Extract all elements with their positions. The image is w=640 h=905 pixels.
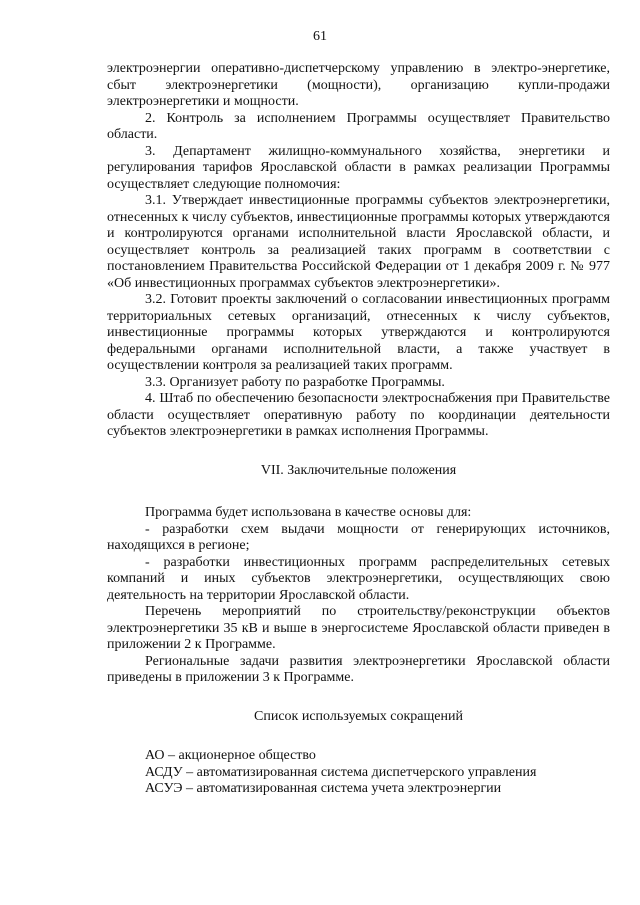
abbreviation-item: АСДУ – автоматизированная система диспетчерского управления	[145, 764, 537, 780]
paragraph-measures: Перечень мероприятий по строительству/реконструкции объектов электроэнергетики 35 кВ и выше в энергосистеме Ярославской области приведен в приложении 2 к Программе.	[107, 604, 610, 652]
paragraph-basis: Программа будет использована в качестве основы для:	[145, 505, 472, 520]
paragraph-bullet-2: - разработки инвестиционных программ распределительных сетевых компаний и иных субъектов электроэнергетики, осуществляющих свою деятельность на территории Ярославской области.	[107, 554, 610, 603]
abbreviation-item: АСУЭ – автоматизированная система учета электроэнергии	[145, 781, 502, 796]
paragraph-4: 4. Штаб по обеспечению безопасности электроснабжения при Правительстве области осуществляет оперативную работу по координации деятельности субъектов электроэнергетики в рамках исполнения Программы.	[107, 391, 610, 439]
paragraph-bullet-1: - разработки схем выдачи мощности от генерирующих источников, находящихся в регионе;	[107, 521, 610, 553]
paragraph-department: 3. Департамент жилищно-коммунального хозяйства, энергетики и регулирования тарифов Ярославской области в рамках реализации Программы осуществляет следующие полномочия:	[107, 143, 610, 192]
paragraph-3-3: 3.3. Организует работу по разработке Программы.	[145, 374, 445, 390]
paragraph-3-1: 3.1. Утверждает инвестиционные программы субъектов электроэнергетики, отнесенных к числу субъектов, инвестиционные программы которых утверждаются и контролируются органами исполнительной власти Ярославской области, и осуществляет контроль за реализацией таких программ в соответствии с постановлением Правительства Российской Федерации от 1 декабря 2009 г. № 977 «Об инвестиционных программах субъектов электроэнергетики».	[107, 193, 610, 291]
abbreviations-list	[107, 748, 610, 798]
page-content	[107, 61, 610, 798]
abbreviation-item: АО – акционерное общество	[145, 748, 316, 763]
page-number: 61	[313, 29, 327, 44]
paragraph-3-2: 3.2. Готовит проекты заключений о согласовании инвестиционных программ территориальных сетевых организаций, отнесенных к числу субъектов, инвестиционные программы которых утверждаются и контролируются федеральными органами исполнительной власти, а также участвует в осуществлении контроля за реализацией таких программ.	[107, 292, 610, 373]
paragraph-continuation: электроэнергии оперативно-диспетчерскому управлению в электро-энергетике, сбыт электроэнергетики (мощности), организацию купли-продажи электроэнергетики и мощности.	[107, 61, 610, 109]
section-heading: VII. Заключительные положения	[260, 462, 457, 478]
paragraph-regional-tasks: Региональные задачи развития электроэнергетики Ярославской области приведены в приложении 3 к Программе.	[107, 653, 610, 685]
paragraph-control: 2. Контроль за исполнением Программы осуществляет Правительство области.	[107, 110, 610, 142]
abbreviations-heading: Список используемых сокращений	[254, 708, 463, 724]
